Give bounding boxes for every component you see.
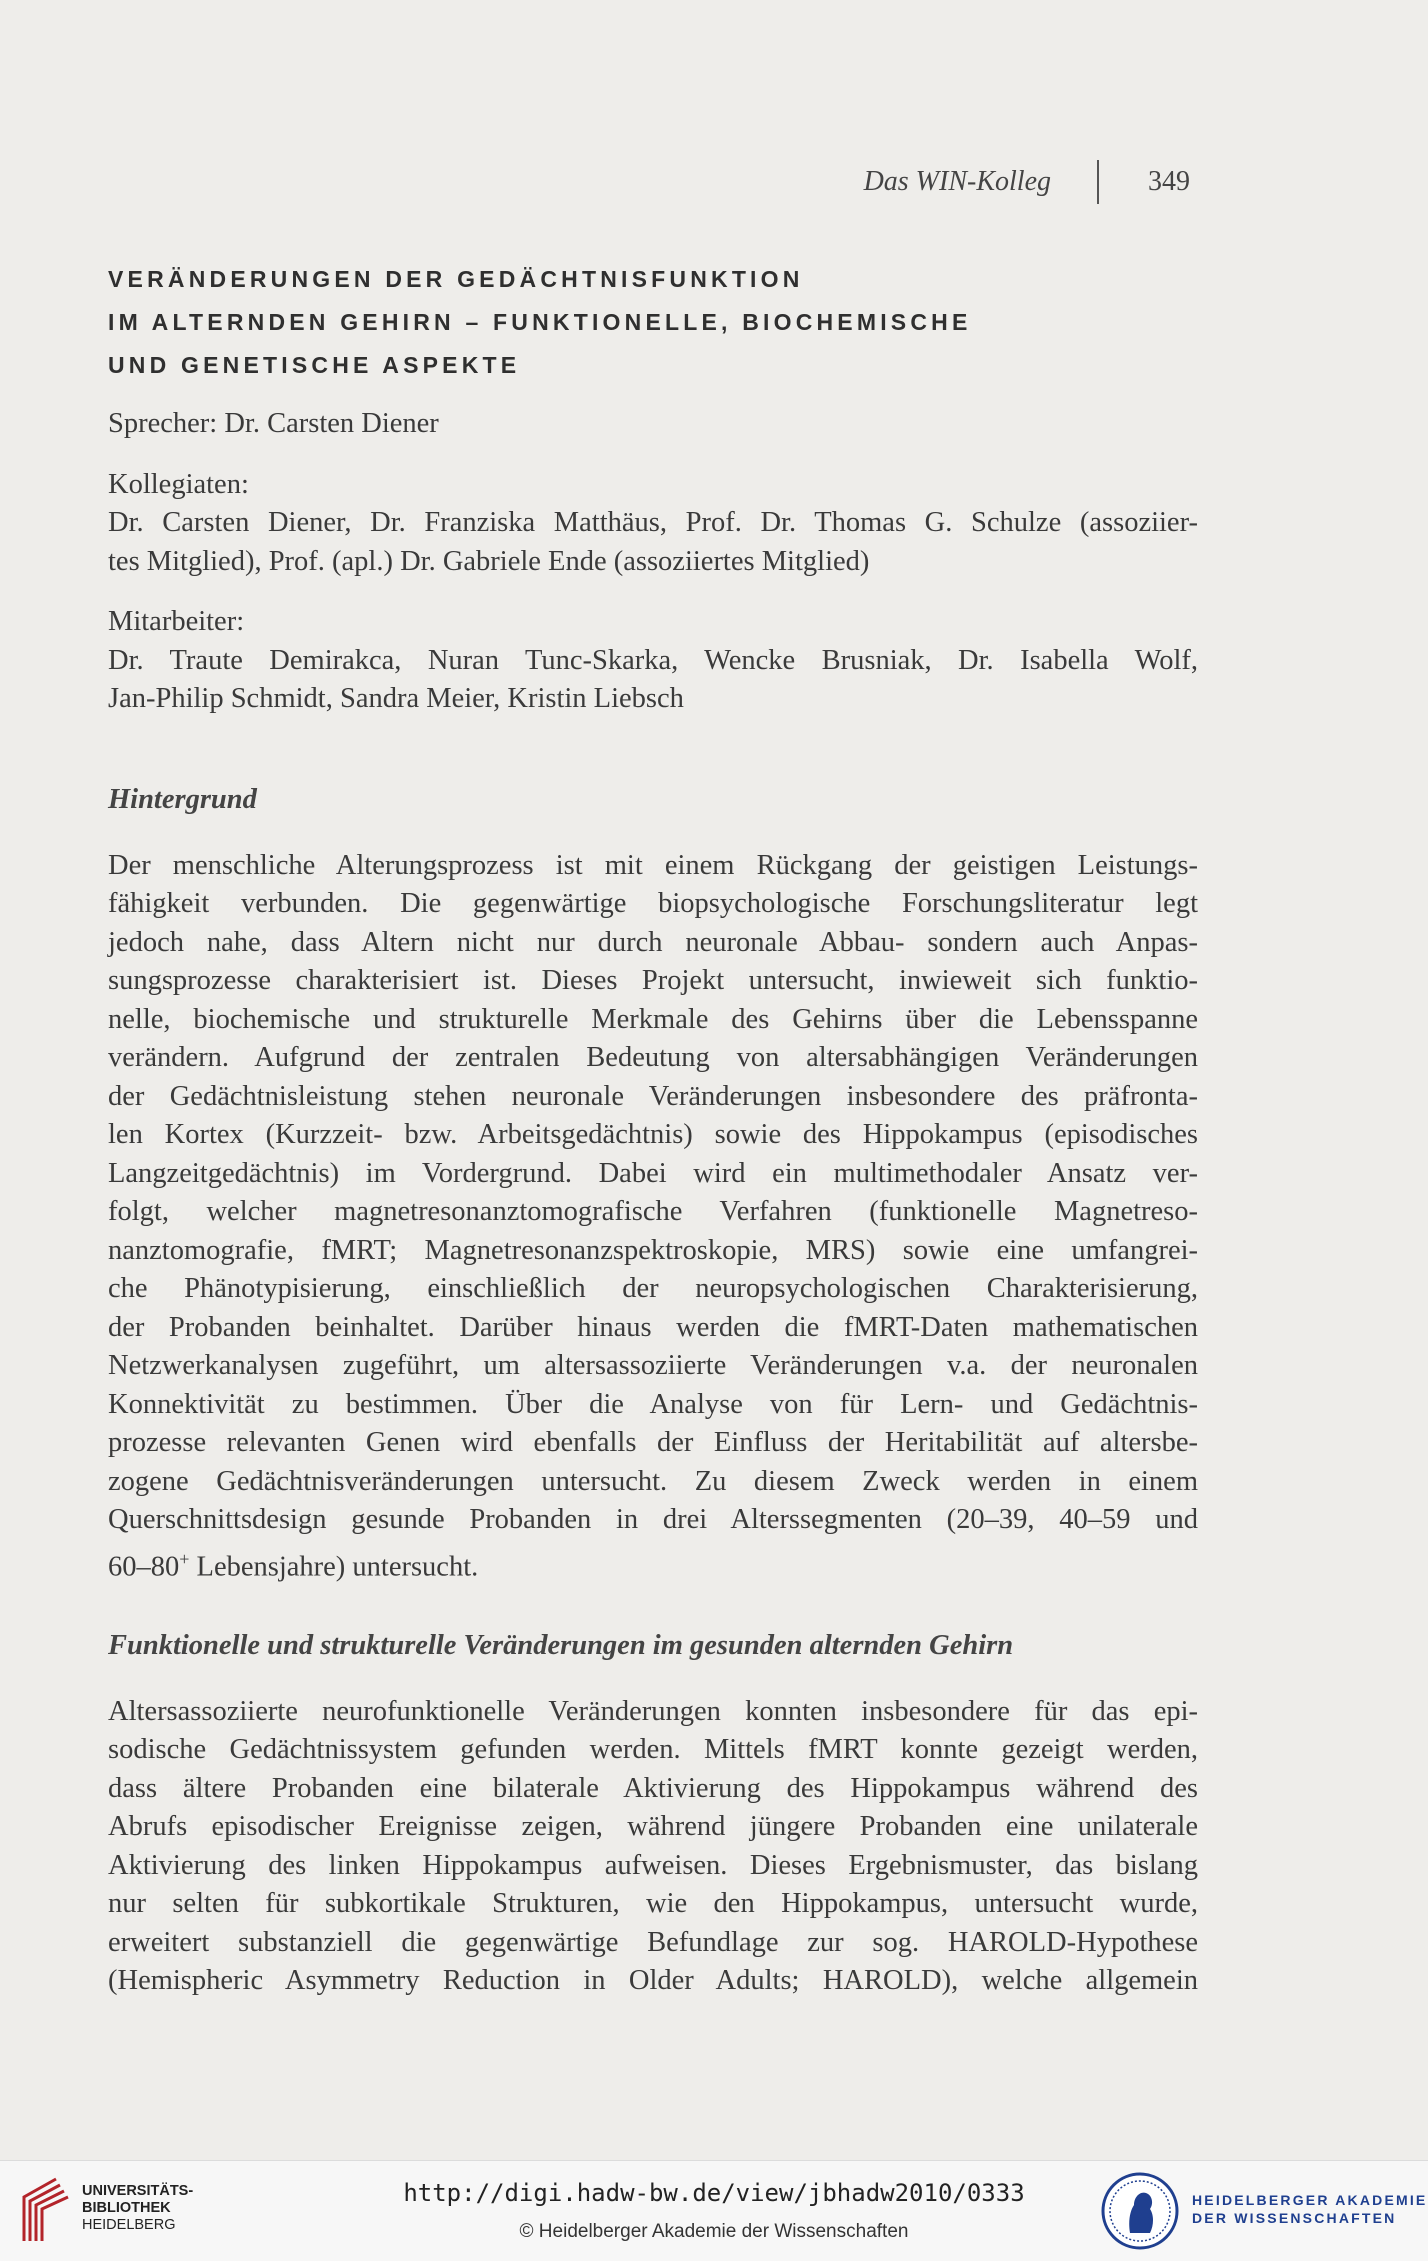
text-line: Dr. Carsten Diener, Dr. Franziska Matthäus, Prof. Dr. Thomas G. Schulze (assoziier- [108,507,1198,538]
text-line: Dr. Traute Demirakca, Nuran Tunc-Skarka, Wencke Brusniak, Dr. Isabella Wolf, [108,644,1198,676]
text-line: tes Mitglied), Prof. (apl.) Dr. Gabriele Ende (assoziiertes Mitglied) [108,545,870,577]
kollegiaten-label: Kollegiaten: [108,468,249,500]
text-line: Abrufs episodischer Ereignisse zeigen, während jüngere Probanden eine unilaterale [108,1811,1198,1842]
paragraph-hintergrund [108,847,1198,1587]
heading-line: VERÄNDERUNGEN DER GEDÄCHTNISFUNKTION [108,266,804,292]
text-line: Altersassoziierte neurofunktionelle Veränderungen konnten insbesondere für das epi- [108,1695,1198,1727]
text-line: len Kortex (Kurzzeit- bzw. Arbeitsgedächtnis) sowie des Hippokampus (episodisches [108,1119,1198,1150]
text-line: (Hemispheric Asymmetry Reduction in Older Adults; HAROLD), welche allgemein [108,1965,1198,1996]
subsection-title-veraenderungen: Funktionelle und strukturelle Veränderungen im gesunden alternden Gehirn [108,1629,1014,1661]
main-content [108,258,1198,2001]
superscript-plus: + [179,1548,190,1569]
permalink-url[interactable]: http://digi.hadw-bw.de/view/jbhadw2010/0333 [403,2179,1025,2207]
text-line: Querschnittsdesign gesunde Probanden in drei Alterssegmenten (20–39, 40–59 und [108,1504,1198,1535]
academy-name-line: HEIDELBERGER AKADEMIE [1192,2192,1428,2208]
text-line: Jan-Philip Schmidt, Sandra Meier, Kristin Liebsch [108,683,684,714]
speaker-line: Sprecher: Dr. Carsten Diener [108,408,439,439]
paragraph-veraenderungen [108,1693,1198,2001]
text-line: sodische Gedächtnissystem gefunden werden. Mittels fMRT konnte gezeigt werden, [108,1734,1198,1765]
text-line: verändern. Aufgrund der zentralen Bedeutung von altersabhängigen Veränderungen [108,1042,1198,1073]
heading-line: IM ALTERNDEN GEHIRN – FUNKTIONELLE, BIOCHEMISCHE [108,309,972,335]
text-line: Konnektivität zu bestimmen. Über die Analyse von für Lern- und Gedächtnis- [108,1388,1198,1420]
text-line: nelle, biochemische und strukturelle Merkmale des Gehirns über die Lebensspanne [108,1003,1198,1035]
text-line: che Phänotypisierung, einschließlich der neuropsychologischen Charakterisierung, [108,1273,1198,1304]
running-head-divider [1097,160,1099,204]
text-line: Aktivierung des linken Hippokampus aufweisen. Dieses Ergebnismuster, das bislang [108,1849,1198,1881]
text-line: der Gedächtnisleistung stehen neuronale Veränderungen insbesondere des präfronta- [108,1080,1198,1112]
viewer-footer [0,2160,1428,2261]
text-line: dass ältere Probanden eine bilaterale Aktivierung des Hippokampus während des [108,1772,1198,1804]
text-line: erweitert substanziell die gegenwärtige Befundlage zur sog. HAROLD-Hypothese [108,1926,1198,1958]
running-head [0,160,1428,200]
text-line: Netzwerkanalysen zugeführt, um altersassoziierte Veränderungen v.a. der neuronalen [108,1350,1198,1381]
academy-name [1192,2191,1427,2227]
running-head-title: Das WIN-Kolleg [863,166,1051,197]
copyright-notice: © Heidelberger Akademie der Wissenschaften [519,2221,909,2242]
text-line: Der menschliche Alterungsprozess ist mit einem Rückgang der geistigen Leistungs- [108,849,1198,881]
text-line: fähigkeit verbunden. Die gegenwärtige biopsychologische Forschungsliteratur legt [108,888,1198,919]
text-line-last [108,1540,1198,1587]
section-heading [108,258,1198,387]
text-line-end: Lebensjahre) untersucht. [189,1551,479,1582]
kollegiaten-list [108,504,1198,581]
text-line: Langzeitgedächtnis) im Vordergrund. Dabei wird ein multimethodaler Ansatz ver- [108,1157,1198,1189]
text-line: der Probanden beinhaltet. Darüber hinaus werden die fMRT-Daten mathematischen [108,1311,1198,1343]
academy-seal-icon [1100,2171,1180,2251]
mitarbeiter-list [108,642,1198,719]
age-range: 60–80 [108,1551,180,1582]
text-line: prozesse relevanten Genen wird ebenfalls der Einfluss der Heritabilität auf altersbe- [108,1427,1198,1458]
heading-line: UND GENETISCHE ASPEKTE [108,352,521,378]
text-line: zogene Gedächtnisveränderungen untersucht. Zu diesem Zweck werden in einem [108,1465,1198,1497]
text-line: jedoch nahe, dass Altern nicht nur durch neuronale Abbau- sondern auch Anpas- [108,926,1198,958]
library-name-line: BIBLIOTHEK [82,2200,171,2216]
mitarbeiter-label: Mitarbeiter: [108,606,245,637]
page-number: 349 [1148,166,1190,197]
text-line: folgt, welcher magnetresonanztomografische Verfahren (funktionelle Magnetreso- [108,1196,1198,1227]
library-name-line: UNIVERSITÄTS- [82,2183,194,2199]
library-name-line: HEIDELBERG [82,2217,176,2233]
subsection-title-hintergrund: Hintergrund [108,783,257,815]
text-line: nanztomografie, fMRT; Magnetresonanzspektroskopie, MRS) sowie eine umfangrei- [108,1234,1198,1266]
text-line: nur selten für subkortikale Strukturen, wie den Hippokampus, untersucht wurde, [108,1888,1198,1919]
text-line: sungsprozesse charakterisiert ist. Dieses Projekt untersucht, inwieweit sich funktio- [108,965,1198,996]
academy-name-line: DER WISSENSCHAFTEN [1192,2210,1397,2226]
